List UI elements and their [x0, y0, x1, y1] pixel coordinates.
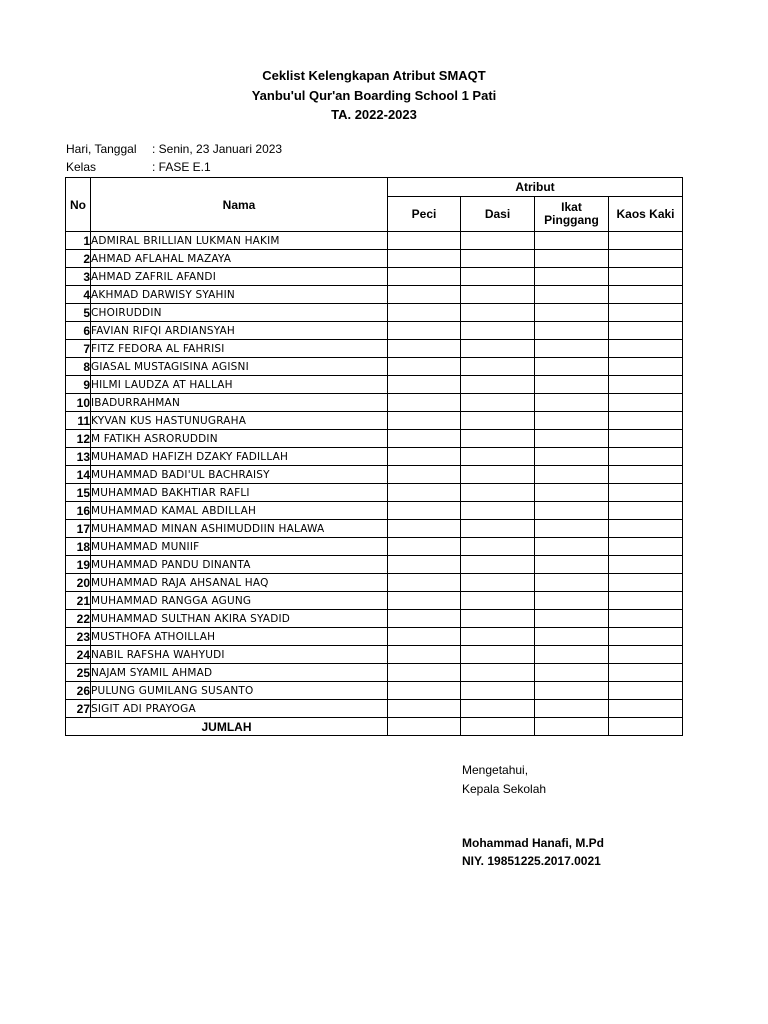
table-row	[66, 592, 683, 610]
student-name: AHMAD AFLAHAL MAZAYA	[91, 250, 388, 268]
student-name: FAVIAN RIFQI ARDIANSYAH	[91, 322, 388, 340]
date-line	[66, 142, 282, 156]
table-row	[66, 484, 683, 502]
check-cell-ikat-pinggang[interactable]	[535, 538, 609, 556]
check-cell-ikat-pinggang[interactable]	[535, 232, 609, 250]
header-kaos-kaki: Kaos Kaki	[609, 197, 683, 232]
row-number: 15	[66, 484, 91, 502]
check-cell-dasi[interactable]	[461, 466, 535, 484]
check-cell-peci[interactable]	[388, 412, 461, 430]
table-row	[66, 394, 683, 412]
row-number: 17	[66, 520, 91, 538]
check-cell-dasi[interactable]	[461, 304, 535, 322]
header-peci: Peci	[388, 197, 461, 232]
check-cell-ikat-pinggang[interactable]	[535, 304, 609, 322]
check-cell-dasi[interactable]	[461, 358, 535, 376]
check-cell-peci[interactable]	[388, 430, 461, 448]
student-name: GIASAL MUSTAGISINA AGISNI	[91, 358, 388, 376]
student-name: MUHAMMAD PANDU DINANTA	[91, 556, 388, 574]
check-cell-dasi[interactable]	[461, 412, 535, 430]
check-cell-dasi[interactable]	[461, 268, 535, 286]
class-label: Kelas	[66, 160, 97, 174]
check-cell-kaos-kaki[interactable]	[609, 502, 683, 520]
check-cell-kaos-kaki[interactable]	[609, 232, 683, 250]
table-row	[66, 268, 683, 286]
row-number: 26	[66, 682, 91, 700]
total-label: JUMLAH	[66, 718, 388, 736]
check-cell-ikat-pinggang[interactable]	[535, 340, 609, 358]
student-name: MUSTHOFA ATHOILLAH	[91, 628, 388, 646]
table-row	[66, 682, 683, 700]
check-cell-ikat-pinggang[interactable]	[535, 574, 609, 592]
check-cell-ikat-pinggang[interactable]	[535, 448, 609, 466]
row-number: 27	[66, 700, 91, 718]
check-cell-peci[interactable]	[388, 700, 461, 718]
check-cell-kaos-kaki[interactable]	[609, 322, 683, 340]
class-line	[66, 160, 211, 174]
principal-title: Kepala Sekolah	[462, 782, 547, 796]
check-cell-kaos-kaki[interactable]	[609, 268, 683, 286]
check-cell-peci[interactable]	[388, 322, 461, 340]
student-name: FITZ FEDORA AL FAHRISI	[91, 340, 388, 358]
check-cell-peci[interactable]	[388, 592, 461, 610]
acknowledged-label: Mengetahui,	[462, 763, 529, 777]
check-cell-peci[interactable]	[388, 466, 461, 484]
check-cell-ikat-pinggang[interactable]	[535, 646, 609, 664]
check-cell-ikat-pinggang[interactable]	[535, 520, 609, 538]
table-row	[66, 250, 683, 268]
check-cell-peci[interactable]	[388, 556, 461, 574]
date-value: : Senin, 23 Januari 2023	[152, 142, 283, 156]
total-kaos-kaki-cell[interactable]	[609, 718, 683, 736]
student-name: NAJAM SYAMIL AHMAD	[91, 664, 388, 682]
check-cell-dasi[interactable]	[461, 430, 535, 448]
academic-year: TA. 2022-2023	[331, 107, 417, 122]
check-cell-ikat-pinggang[interactable]	[535, 610, 609, 628]
table-row	[66, 322, 683, 340]
check-cell-dasi[interactable]	[461, 700, 535, 718]
check-cell-kaos-kaki[interactable]	[609, 412, 683, 430]
check-cell-dasi[interactable]	[461, 376, 535, 394]
check-cell-kaos-kaki[interactable]	[609, 682, 683, 700]
row-number: 22	[66, 610, 91, 628]
total-peci-cell[interactable]	[388, 718, 461, 736]
check-cell-dasi[interactable]	[461, 448, 535, 466]
check-cell-kaos-kaki[interactable]	[609, 484, 683, 502]
total-ikat-pinggang-cell[interactable]	[535, 718, 609, 736]
check-cell-dasi[interactable]	[461, 538, 535, 556]
student-name: HILMI LAUDZA AT HALLAH	[91, 376, 388, 394]
table-row	[66, 358, 683, 376]
check-cell-ikat-pinggang[interactable]	[535, 628, 609, 646]
row-number: 12	[66, 430, 91, 448]
row-number: 8	[66, 358, 91, 376]
header-atribut: Atribut	[388, 178, 683, 197]
check-cell-ikat-pinggang[interactable]	[535, 286, 609, 304]
table-row	[66, 466, 683, 484]
check-cell-ikat-pinggang[interactable]	[535, 412, 609, 430]
student-name: IBADURRAHMAN	[91, 394, 388, 412]
table-row	[66, 700, 683, 718]
row-number: 10	[66, 394, 91, 412]
document-title: Ceklist Kelengkapan Atribut SMAQT	[262, 68, 486, 83]
header-no: No	[66, 178, 91, 232]
student-name: MUHAMMAD BADI'UL BACHRAISY	[91, 466, 388, 484]
table-row	[66, 538, 683, 556]
check-cell-kaos-kaki[interactable]	[609, 286, 683, 304]
row-number: 24	[66, 646, 91, 664]
check-cell-dasi[interactable]	[461, 484, 535, 502]
check-cell-dasi[interactable]	[461, 574, 535, 592]
check-cell-ikat-pinggang[interactable]	[535, 592, 609, 610]
check-cell-dasi[interactable]	[461, 610, 535, 628]
table-row	[66, 628, 683, 646]
table-row	[66, 610, 683, 628]
check-cell-peci[interactable]	[388, 610, 461, 628]
date-label: Hari, Tanggal	[66, 142, 137, 156]
check-cell-peci[interactable]	[388, 232, 461, 250]
check-cell-peci[interactable]	[388, 268, 461, 286]
student-name: MUHAMMAD RANGGA AGUNG	[91, 592, 388, 610]
check-cell-ikat-pinggang[interactable]	[535, 430, 609, 448]
check-cell-peci[interactable]	[388, 340, 461, 358]
header-ikat-pinggang: Ikat Pinggang	[535, 197, 609, 232]
table-row	[66, 376, 683, 394]
check-cell-kaos-kaki[interactable]	[609, 448, 683, 466]
principal-niy: NIY. 19851225.2017.0021	[462, 854, 601, 868]
student-name: MUHAMMAD RAJA AHSANAL HAQ	[91, 574, 388, 592]
check-cell-ikat-pinggang[interactable]	[535, 250, 609, 268]
check-cell-peci[interactable]	[388, 286, 461, 304]
student-name: MUHAMMAD MUNIIF	[91, 538, 388, 556]
student-name: PULUNG GUMILANG SUSANTO	[91, 682, 388, 700]
check-cell-kaos-kaki[interactable]	[609, 610, 683, 628]
student-rows	[66, 232, 683, 718]
check-cell-peci[interactable]	[388, 628, 461, 646]
student-name: KYVAN KUS HASTUNUGRAHA	[91, 412, 388, 430]
row-number: 25	[66, 664, 91, 682]
student-name: MUHAMMAD SULTHAN AKIRA SYADID	[91, 610, 388, 628]
table-row	[66, 430, 683, 448]
check-cell-kaos-kaki[interactable]	[609, 574, 683, 592]
check-cell-ikat-pinggang[interactable]	[535, 502, 609, 520]
check-cell-dasi[interactable]	[461, 592, 535, 610]
class-value: : FASE E.1	[152, 160, 211, 174]
check-cell-dasi[interactable]	[461, 340, 535, 358]
check-cell-kaos-kaki[interactable]	[609, 646, 683, 664]
row-number: 16	[66, 502, 91, 520]
table-row	[66, 520, 683, 538]
check-cell-dasi[interactable]	[461, 628, 535, 646]
check-cell-dasi[interactable]	[461, 322, 535, 340]
check-cell-dasi[interactable]	[461, 286, 535, 304]
student-name: M FATIKH ASRORUDDIN	[91, 430, 388, 448]
school-name: Yanbu'ul Qur'an Boarding School 1 Pati	[251, 88, 497, 103]
check-cell-ikat-pinggang[interactable]	[535, 556, 609, 574]
check-cell-peci[interactable]	[388, 394, 461, 412]
check-cell-ikat-pinggang[interactable]	[535, 484, 609, 502]
student-name: MUHAMMAD MINAN ASHIMUDDIIN HALAWA	[91, 520, 388, 538]
row-number: 19	[66, 556, 91, 574]
check-cell-peci[interactable]	[388, 358, 461, 376]
row-number: 18	[66, 538, 91, 556]
header-dasi: Dasi	[461, 197, 535, 232]
principal-name: Mohammad Hanafi, M.Pd	[462, 836, 605, 850]
check-cell-kaos-kaki[interactable]	[609, 304, 683, 322]
row-number: 2	[66, 250, 91, 268]
check-cell-peci[interactable]	[388, 574, 461, 592]
check-cell-dasi[interactable]	[461, 682, 535, 700]
check-cell-peci[interactable]	[388, 376, 461, 394]
check-cell-ikat-pinggang[interactable]	[535, 322, 609, 340]
table-row	[66, 448, 683, 466]
student-name: CHOIRUDDIN	[91, 304, 388, 322]
table-row	[66, 574, 683, 592]
check-cell-dasi[interactable]	[461, 250, 535, 268]
student-name: MUHAMMAD KAMAL ABDILLAH	[91, 502, 388, 520]
row-number: 5	[66, 304, 91, 322]
check-cell-peci[interactable]	[388, 682, 461, 700]
table-row	[66, 556, 683, 574]
student-name: AKHMAD DARWISY SYAHIN	[91, 286, 388, 304]
check-cell-dasi[interactable]	[461, 394, 535, 412]
row-number: 9	[66, 376, 91, 394]
table-row	[66, 232, 683, 250]
row-number: 20	[66, 574, 91, 592]
student-name: AHMAD ZAFRIL AFANDI	[91, 268, 388, 286]
check-cell-dasi[interactable]	[461, 232, 535, 250]
student-name: NABIL RAFSHA WAHYUDI	[91, 646, 388, 664]
check-cell-peci[interactable]	[388, 502, 461, 520]
row-number: 7	[66, 340, 91, 358]
student-name: MUHAMAD HAFIZH DZAKY FADILLAH	[91, 448, 388, 466]
check-cell-dasi[interactable]	[461, 520, 535, 538]
table-row	[66, 412, 683, 430]
check-cell-kaos-kaki[interactable]	[609, 250, 683, 268]
check-cell-peci[interactable]	[388, 484, 461, 502]
check-cell-dasi[interactable]	[461, 646, 535, 664]
row-number: 3	[66, 268, 91, 286]
check-cell-kaos-kaki[interactable]	[609, 538, 683, 556]
table-row	[66, 646, 683, 664]
check-cell-kaos-kaki[interactable]	[609, 430, 683, 448]
check-cell-kaos-kaki[interactable]	[609, 520, 683, 538]
check-cell-ikat-pinggang[interactable]	[535, 394, 609, 412]
check-cell-kaos-kaki[interactable]	[609, 664, 683, 682]
row-number: 1	[66, 232, 91, 250]
check-cell-ikat-pinggang[interactable]	[535, 376, 609, 394]
table-row	[66, 340, 683, 358]
check-cell-peci[interactable]	[388, 538, 461, 556]
check-cell-kaos-kaki[interactable]	[609, 628, 683, 646]
check-cell-ikat-pinggang[interactable]	[535, 700, 609, 718]
check-cell-kaos-kaki[interactable]	[609, 340, 683, 358]
check-cell-kaos-kaki[interactable]	[609, 592, 683, 610]
check-cell-dasi[interactable]	[461, 502, 535, 520]
check-cell-kaos-kaki[interactable]	[609, 700, 683, 718]
check-cell-peci[interactable]	[388, 250, 461, 268]
header-nama: Nama	[91, 178, 388, 232]
check-cell-kaos-kaki[interactable]	[609, 556, 683, 574]
check-cell-peci[interactable]	[388, 646, 461, 664]
check-cell-peci[interactable]	[388, 448, 461, 466]
table-row	[66, 502, 683, 520]
check-cell-ikat-pinggang[interactable]	[535, 358, 609, 376]
row-number: 13	[66, 448, 91, 466]
total-dasi-cell[interactable]	[461, 718, 535, 736]
table-row	[66, 304, 683, 322]
row-number: 21	[66, 592, 91, 610]
check-cell-kaos-kaki[interactable]	[609, 376, 683, 394]
student-name: MUHAMMAD BAKHTIAR RAFLI	[91, 484, 388, 502]
attribute-checklist-table	[65, 177, 683, 736]
check-cell-ikat-pinggang[interactable]	[535, 268, 609, 286]
check-cell-ikat-pinggang[interactable]	[535, 466, 609, 484]
row-number: 11	[66, 412, 91, 430]
row-number: 14	[66, 466, 91, 484]
student-name: ADMIRAL BRILLIAN LUKMAN HAKIM	[91, 232, 388, 250]
row-number: 4	[66, 286, 91, 304]
table-row	[66, 664, 683, 682]
check-cell-peci[interactable]	[388, 304, 461, 322]
check-cell-dasi[interactable]	[461, 664, 535, 682]
table-row	[66, 286, 683, 304]
check-cell-ikat-pinggang[interactable]	[535, 682, 609, 700]
check-cell-kaos-kaki[interactable]	[609, 394, 683, 412]
row-number: 6	[66, 322, 91, 340]
check-cell-peci[interactable]	[388, 520, 461, 538]
check-cell-kaos-kaki[interactable]	[609, 358, 683, 376]
row-number: 23	[66, 628, 91, 646]
check-cell-ikat-pinggang[interactable]	[535, 664, 609, 682]
check-cell-dasi[interactable]	[461, 556, 535, 574]
check-cell-peci[interactable]	[388, 664, 461, 682]
check-cell-kaos-kaki[interactable]	[609, 466, 683, 484]
student-name: SIGIT ADI PRAYOGA	[91, 700, 388, 718]
